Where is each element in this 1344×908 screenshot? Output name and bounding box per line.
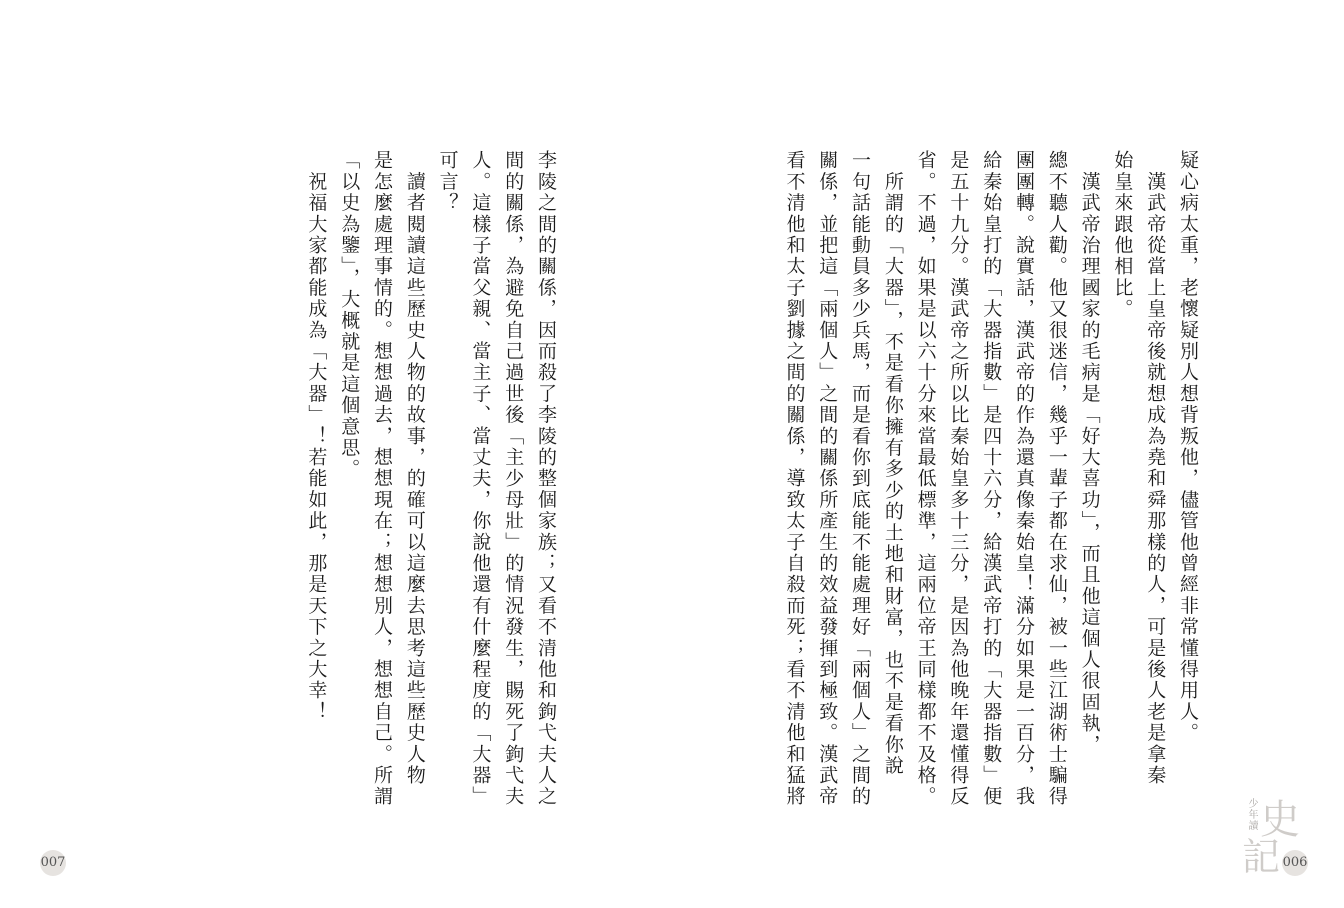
- text-column: 疑心病太重，老懷疑別人想背叛他，儘管他曾經非常懂得用人。: [1177, 150, 1199, 744]
- text-column: 關係，並把這「兩個人」之間的關係所產生的效益發揮到極致。漢武帝: [816, 150, 839, 808]
- series-logo-char-ji: 記: [1242, 835, 1281, 879]
- text-column: 李陵之間的關係，因而殺了李陵的整個家族；又看不清他和鉤弋夫人之: [535, 150, 557, 808]
- text-column: 「以史為鑒」，大概就是這個意思。: [338, 150, 361, 480]
- text-column: 可言？: [436, 150, 459, 214]
- text-column: 是五十九分。漢武帝之所以比秦始皇多十三分，是因為他晚年還懂得反: [947, 150, 970, 808]
- page-number-right: 006: [1282, 850, 1308, 876]
- left-page-text: [300, 150, 562, 808]
- text-column: 所謂的「大器」，不是看你擁有多少的土地和財富，也不是看你說: [881, 150, 904, 777]
- right-page-text: [778, 150, 1204, 808]
- text-column: 祝福大家都能成為「大器」！若能如此，那是天下之大幸！: [305, 150, 328, 723]
- text-column: 看不清他和太子劉據之間的關係，導致太子自殺而死；看不清他和猛將: [783, 150, 806, 808]
- series-logo-char-shi: 史: [1260, 797, 1300, 843]
- text-column: 漢武帝治理國家的毛病是「好大喜功」，而且他這個人很固執，: [1078, 150, 1101, 756]
- text-column: 一句話能動員多少兵馬，而是看你到底能不能處理好「兩個人」之間的: [849, 150, 872, 808]
- text-column: 人。這樣子當父親、當主子、當丈夫，你說他還有什麼程度的「大器」: [469, 150, 492, 808]
- series-logo-small-text: 少年讀: [1246, 798, 1257, 831]
- text-column: 讀者閱讀這些歷史人物的故事，的確可以這麼去思考這些歷史人物: [403, 150, 426, 786]
- text-column: 始皇來跟他相比。: [1111, 150, 1134, 320]
- text-column: 給秦始皇打的「大器指數」是四十六分，給漢武帝打的「大器指數」便: [980, 150, 1003, 808]
- right-page: [672, 0, 1344, 908]
- text-column: 總不聽人勸。他又很迷信，幾乎一輩子都在求仙，被一些江湖術士騙得: [1045, 150, 1068, 808]
- text-column: 團團轉。說實話，漢武帝的作為還真像秦始皇！滿分如果是一百分，我: [1013, 150, 1036, 808]
- text-column: 是怎麼處理事情的。想想過去，想想現在；想想別人，想想自己。所謂: [371, 150, 394, 808]
- text-column: 間的關係，為避免自己過世後「主少母壯」的情況發生，賜死了鉤弋夫: [502, 150, 525, 808]
- page-number-left: 007: [40, 850, 66, 876]
- text-column: 省。不過，如果是以六十分來當最低標準，這兩位帝王同樣都不及格。: [914, 150, 937, 808]
- text-column: 漢武帝從當上皇帝後就想成為堯和舜那樣的人，可是後人老是拿秦: [1144, 150, 1167, 786]
